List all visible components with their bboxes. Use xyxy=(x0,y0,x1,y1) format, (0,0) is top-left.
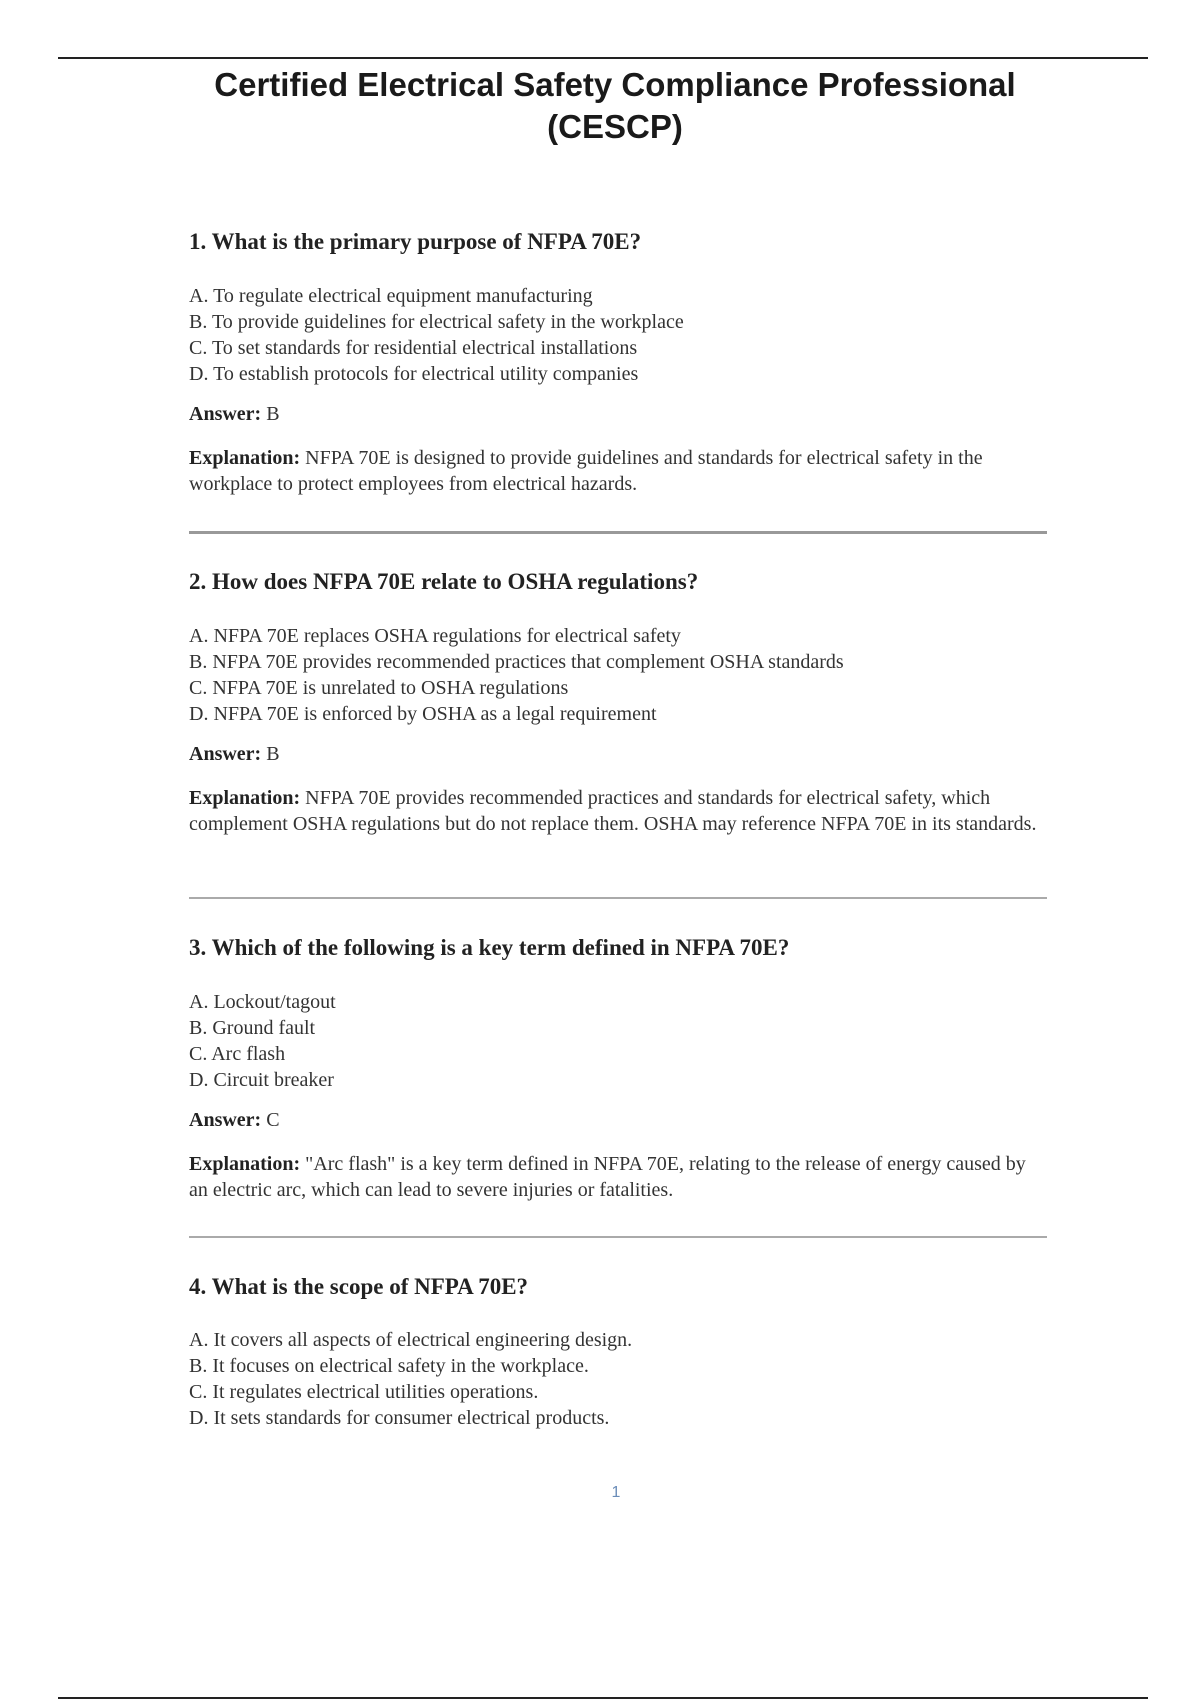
page-number: 1 xyxy=(611,1484,621,1501)
option-d: D. NFPA 70E is enforced by OSHA as a legal requirement xyxy=(189,703,657,725)
option-a: A. Lockout/tagout xyxy=(189,991,336,1013)
explanation-label: Explanation: xyxy=(189,447,301,469)
option-b: B. Ground fault xyxy=(189,1017,316,1039)
answer-value: B xyxy=(266,743,280,765)
option-c: C. NFPA 70E is unrelated to OSHA regulations xyxy=(189,677,569,699)
answer-label: Answer: xyxy=(189,1109,262,1131)
explanation-3 xyxy=(189,1151,1049,1203)
explanation-text: NFPA 70E provides recommended practices and standards for electrical safety, which complement OSHA regulations but do not replace them. OSHA may reference NFPA 70E in its standards. xyxy=(189,787,1037,835)
answer-value: C xyxy=(266,1109,280,1131)
answer-2 xyxy=(189,743,280,766)
option-d: D. Circuit breaker xyxy=(189,1069,334,1091)
footer-rule xyxy=(58,1697,1148,1699)
option-a: A. To regulate electrical equipment manufacturing xyxy=(189,285,593,307)
question-2: 2. How does NFPA 70E relate to OSHA regulations? xyxy=(189,569,699,594)
option-b: B. It focuses on electrical safety in the workplace. xyxy=(189,1355,589,1377)
option-c: C. To set standards for residential electrical installations xyxy=(189,337,638,359)
section-divider xyxy=(189,1236,1047,1238)
option-a: A. NFPA 70E replaces OSHA regulations for electrical safety xyxy=(189,625,681,647)
answer-label: Answer: xyxy=(189,743,262,765)
option-d: D. To establish protocols for electrical utility companies xyxy=(189,363,639,385)
explanation-2 xyxy=(189,785,1049,837)
question-2-options xyxy=(189,623,844,727)
question-4: 4. What is the scope of NFPA 70E? xyxy=(189,1274,529,1299)
question-1-options xyxy=(189,283,684,387)
question-1: 1. What is the primary purpose of NFPA 70E? xyxy=(189,229,642,254)
question-4-options xyxy=(189,1327,632,1431)
explanation-label: Explanation: xyxy=(189,1153,301,1175)
explanation-text: "Arc flash" is a key term defined in NFPA 70E, relating to the release of energy caused by an electric arc, which can lead to severe injuries or fatalities. xyxy=(189,1153,1026,1201)
option-c: C. Arc flash xyxy=(189,1043,286,1065)
option-c: C. It regulates electrical utilities operations. xyxy=(189,1381,539,1403)
title-line-2: (CESCP) xyxy=(547,108,683,145)
explanation-1 xyxy=(189,445,1049,497)
explanation-label: Explanation: xyxy=(189,787,301,809)
option-b: B. To provide guidelines for electrical safety in the workplace xyxy=(189,311,684,333)
option-b: B. NFPA 70E provides recommended practices that complement OSHA standards xyxy=(189,651,844,673)
explanation-text: NFPA 70E is designed to provide guidelines and standards for electrical safety in the workplace to protect employees from electrical hazards. xyxy=(189,447,983,495)
section-divider xyxy=(189,531,1047,534)
answer-value: B xyxy=(266,403,280,425)
section-divider xyxy=(189,897,1047,899)
answer-3 xyxy=(189,1109,280,1132)
title-line-1: Certified Electrical Safety Compliance Professional xyxy=(214,66,1016,103)
option-d: D. It sets standards for consumer electrical products. xyxy=(189,1407,610,1429)
answer-1 xyxy=(189,403,280,426)
answer-label: Answer: xyxy=(189,403,262,425)
header-rule xyxy=(58,57,1148,59)
document-title xyxy=(0,64,1200,148)
question-3-options xyxy=(189,989,336,1093)
question-3: 3. Which of the following is a key term defined in NFPA 70E? xyxy=(189,935,790,960)
option-a: A. It covers all aspects of electrical engineering design. xyxy=(189,1329,633,1351)
